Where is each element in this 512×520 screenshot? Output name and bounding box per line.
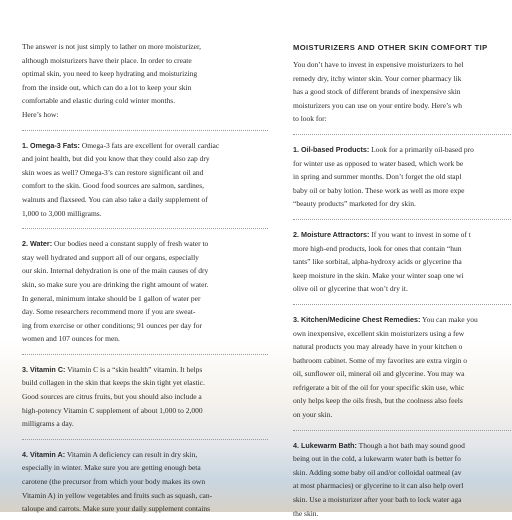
text-line: keep moisture in the skin. Make your winter soap one wi	[293, 270, 464, 280]
dotted-divider	[22, 354, 268, 355]
text-line: 1. Oil-based Products: Look for a primarily oil-based pro	[293, 144, 474, 154]
dotted-divider	[293, 219, 512, 220]
text-line: and joint health, but did you know that they could also zap dry	[22, 154, 210, 164]
text-line: although moisturizers have their place. In order to create	[22, 55, 192, 65]
text-line: more high-end products, look for ones that contain “hun	[293, 243, 462, 253]
tip-title: 4. Vitamin A:	[22, 449, 66, 459]
tip-lukewarm-bath	[293, 439, 512, 520]
text-line: The answer is not just simply to lather on more moisturizer,	[22, 42, 202, 51]
dotted-divider	[293, 430, 512, 431]
text-line: 1. Omega-3 Fats: Omega-3 fats are excellent for overall cardiac	[22, 140, 220, 150]
right-column	[293, 40, 512, 520]
text-line: In general, minimum intake should be 1 gallon of water per	[22, 293, 201, 303]
text-line: taloupe and carrots. Make sure your daily supplement contains	[22, 504, 211, 514]
text-line: 2. Moisture Attractors: If you want to invest in some of t	[293, 229, 471, 239]
tip-title: 2. Water:	[22, 239, 53, 249]
text-line: in spring and summer months. Don’t forget the old stapl	[293, 172, 462, 182]
text-line: tants” like sorbital, alpha-hydroxy acids or glycerine tha	[293, 257, 462, 267]
text-line: bathroom cabinet. Some of my favorites are extra virgin o	[293, 355, 467, 365]
text-line: on your skin.	[293, 410, 333, 420]
dotted-divider	[22, 228, 268, 229]
text-line: oil, sunflower oil, mineral oil and glycerine. You may wa	[293, 369, 465, 379]
text-line: baby oil or baby lotion. These work as well as more expe	[293, 185, 465, 195]
text-line: our skin. Internal dehydration is one of the main causes of dry	[22, 266, 209, 276]
tip-title: 3. Vitamin C:	[22, 364, 66, 374]
tip-title: 1. Omega-3 Fats:	[22, 140, 80, 150]
text-line: only helps keep the oils fresh, but the coolness also feels	[293, 396, 463, 406]
text-line: own inexpensive, excellent skin moisturizers using a few	[293, 328, 465, 338]
text-line: remedy dry, itchy winter skin. Your corner pharmacy lik	[293, 73, 462, 83]
text-line: ing from exercise or other conditions; 91 ounces per day for	[22, 320, 202, 330]
text-line: Vitamin A) in yellow vegetables and fruits such as squash, can-	[22, 490, 213, 500]
text-line: 2. Water: Our bodies need a constant supply of fresh water to	[22, 239, 209, 249]
tip-oil-based-products	[293, 143, 512, 211]
text-line: milligrams a day.	[22, 419, 74, 429]
text-line: Here’s how:	[22, 109, 59, 119]
text-line: skin woes as well? Omega-3’s can restore significant oil and	[22, 167, 204, 177]
dotted-divider	[293, 134, 512, 135]
text-line: 4. Vitamin A: Vitamin A deficiency can result in dry skin,	[22, 449, 198, 459]
tip-omega-3	[22, 139, 268, 221]
text-line: 1,000 to 3,000 milligrams.	[22, 208, 102, 218]
text-line: 3. Kitchen/Medicine Chest Remedies: You can make you	[293, 314, 478, 324]
text-line: natural products you may already have in your kitchen o	[293, 342, 463, 352]
dotted-divider	[293, 304, 512, 305]
text-line: at most pharmacies) or glycerine to it can also help overl	[293, 481, 464, 491]
tip-title: 2. Moisture Attractors:	[293, 229, 370, 239]
dotted-divider	[22, 130, 268, 131]
tip-moisture-attractors	[293, 228, 512, 296]
text-line: skin. Adding some baby oil and/or colloidal oatmeal (av	[293, 467, 462, 477]
tip-vitamin-c	[22, 363, 268, 431]
text-line: moisturizers you can use on your entire body. Here’s wh	[293, 100, 463, 110]
text-line: women and 107 ounces for men.	[22, 334, 120, 344]
text-line: skin, so make sure you are drinking the right amount of water.	[22, 279, 209, 289]
text-line: stay well hydrated and support all of our organs, especially	[22, 252, 199, 262]
text-line: from the inside out, which can do a lot to keep your skin	[22, 82, 192, 92]
text-line: has a good stock of different brands of inexpensive skin	[293, 87, 461, 97]
left-intro	[22, 40, 268, 122]
text-line: for winter use as opposed to water based, which work be	[293, 158, 464, 168]
section-heading: MOISTURIZERS AND OTHER SKIN COMFORT TIP	[293, 43, 488, 52]
text-line: being out in the cold, a lukewarm water bath is better fo	[293, 454, 461, 464]
text-line: day. Some researchers recommend more if you are sweat-	[22, 307, 196, 317]
text-line: build collagen in the skin that keeps the skin tight yet elastic.	[22, 378, 205, 388]
text-line: optimal skin, you need to keep hydrating and moisturizing	[22, 69, 198, 79]
text-line: You don’t have to invest in expensive moisturizers to hel	[293, 60, 464, 69]
text-line: walnuts and flaxseed. You can also take a daily supplement of	[22, 194, 208, 204]
text-line: high-potency Vitamin C supplement of about 1,000 to 2,000	[22, 405, 203, 415]
text-line: the skin.	[293, 508, 319, 518]
text-line: Good sources are citrus fruits, but you should also include a	[22, 392, 202, 402]
text-line: olive oil or glycerine that won’t dry it.	[293, 284, 408, 294]
text-line: especially in winter. Make sure you are getting enough beta	[22, 463, 201, 473]
text-line: skin. Use a moisturizer after your bath to lock water aga	[293, 495, 462, 505]
tip-title: 4. Lukewarm Bath:	[293, 440, 357, 450]
tip-water	[22, 237, 268, 346]
text-line: refrigerate a bit of the oil for your specific skin use, whic	[293, 382, 465, 392]
text-line: carotene (the precursor from which your body makes its own	[22, 477, 206, 487]
left-column	[22, 40, 268, 516]
text-line: comfort to the skin. Good food sources are salmon, sardines,	[22, 181, 205, 191]
text-line: comfortable and elastic during cold winter months.	[22, 96, 176, 106]
text-line: to look for:	[293, 114, 327, 124]
text-line: “beauty products” marketed for dry skin.	[293, 199, 416, 209]
dotted-divider	[22, 439, 268, 440]
tip-vitamin-a	[22, 448, 268, 516]
right-intro	[293, 58, 512, 126]
text-line: 4. Lukewarm Bath: Though a hot bath may sound good	[293, 440, 465, 450]
tip-title: 1. Oil-based Products:	[293, 144, 370, 154]
tip-kitchen-remedies	[293, 313, 512, 422]
tip-title: 3. Kitchen/Medicine Chest Remedies:	[293, 314, 421, 324]
text-line: 3. Vitamin C: Vitamin C is a “skin health” vitamin. It helps	[22, 364, 203, 374]
